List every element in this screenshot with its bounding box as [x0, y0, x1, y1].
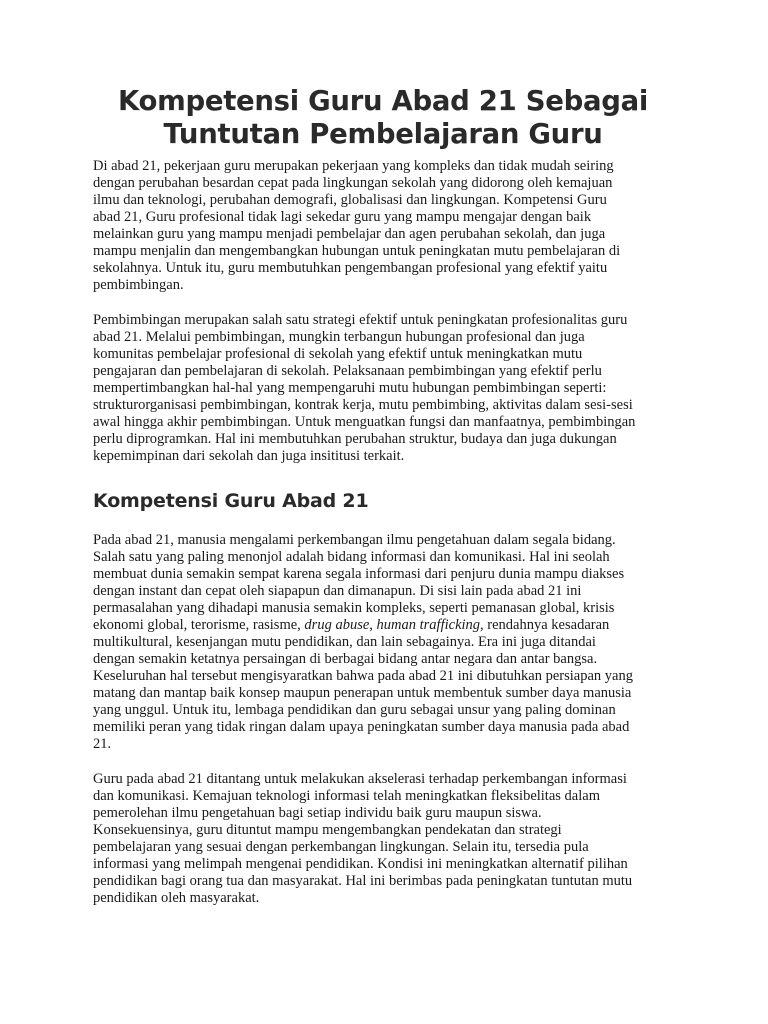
- text-line: membuat dunia semakin sempat karena segala informasi dari penjuru dunia mampu diakses: [93, 566, 625, 582]
- title-line: Tuntutan Pembelajaran Guru: [163, 118, 603, 150]
- text-line: dengan perubahan besardan cepat pada lingkungan sekolah yang didorong oleh kemajuan: [93, 175, 613, 191]
- text-line: Pada abad 21, manusia mengalami perkembangan ilmu pengetahuan dalam segala bidang.: [93, 532, 616, 548]
- text-line: dengan semakin ketatnya persaingan di berbagai bidang antar negara dan antar bangsa.: [93, 651, 598, 667]
- paragraph-2: [93, 312, 673, 465]
- italic-term: human trafficking: [376, 617, 481, 633]
- text-line: melainkan guru yang mampu menjadi pembelajar dan agen perubahan sekolah, dan juga: [93, 226, 606, 242]
- document-page: [93, 85, 673, 907]
- title-line: Kompetensi Guru Abad 21 Sebagai: [117, 85, 648, 117]
- text-line: Konsekuensinya, guru dituntut mampu mengembangkan pendekatan dan strategi: [93, 822, 562, 838]
- text-line: multikultural, kesenjangan mutu pendidikan, dan lain sebagainya. Era ini juga ditandai: [93, 634, 596, 650]
- section-heading: Kompetensi Guru Abad 21: [93, 490, 369, 512]
- text-line: dan komunikasi. Kemajuan teknologi informasi telah meningkatkan fleksibelitas dalam: [93, 788, 600, 804]
- text-line: Salah satu yang paling menonjol adalah bidang informasi dan komunikasi. Hal ini seolah: [93, 549, 610, 565]
- text-line: ilmu dan teknologi, perubahan demografi, globalisasi dan lingkungan. Kompetensi Guru: [93, 192, 607, 208]
- text-line: Pembimbingan merupakan salah satu strategi efektif untuk peningkatan profesionalitas guru: [93, 312, 628, 328]
- text-line: 21.: [93, 736, 112, 752]
- paragraph-1: [93, 158, 673, 294]
- text-line: sekolahnya. Untuk itu, guru membutuhkan pengembangan profesional yang efektif yaitu: [93, 260, 608, 276]
- text-line: awal hingga akhir pembimbingan. Untuk menguatkan fungsi dan manfaatnya, pembimbingan: [93, 414, 636, 430]
- text-line: pendidikan bagi orang tua dan masyarakat. Hal ini berimbas pada peningkatan tuntutan mutu: [93, 873, 633, 889]
- text-line-mixed: [93, 617, 673, 634]
- text-line: dengan instant dan cepat oleh siapapun dan dimanapun. Di sisi lain pada abad 21 ini: [93, 583, 582, 599]
- text-line: komunitas pembelajar profesional di sekolah yang efektif untuk meningkatkan mutu: [93, 346, 583, 362]
- text-run: ,: [369, 617, 377, 633]
- text-line: mempertimbangkan hal-hal yang mempengaruhi mutu hubungan pembimbingan seperti:: [93, 380, 607, 396]
- text-line: Keseluruhan hal tersebut mengisyaratkan bahwa pada abad 21 ini dibutuhkan persiapan yang: [93, 668, 633, 684]
- text-line: abad 21, Guru profesional tidak lagi sekedar guru yang mampu mengajar dengan baik: [93, 209, 592, 225]
- page-title: [93, 85, 673, 151]
- paragraph-3: [93, 532, 673, 753]
- text-line: Di abad 21, pekerjaan guru merupakan pekerjaan yang kompleks dan tidak mudah seiring: [93, 158, 614, 174]
- text-run: , rendahnya kesadaran: [480, 617, 610, 633]
- italic-term: drug abuse: [304, 617, 370, 633]
- text-line: strukturorganisasi pembimbingan, kontrak kerja, mutu pembimbing, aktivitas dalam sesi-sesi: [93, 397, 633, 413]
- text-line: pembimbingan.: [93, 277, 184, 293]
- text-line: mampu menjalin dan mengembangkan hubungan untuk peningkatan mutu pembelajaran di: [93, 243, 621, 259]
- text-line: matang dan mantap baik konsep maupun penerapan untuk membentuk sumber daya manusia: [93, 685, 632, 701]
- text-line: pendidikan oleh masyarakat.: [93, 890, 260, 906]
- text-line: abad 21. Melalui pembimbingan, mungkin terbangun hubungan profesional dan juga: [93, 329, 585, 345]
- text-line: Guru pada abad 21 ditantang untuk melakukan akselerasi terhadap perkembangan informasi: [93, 771, 627, 787]
- text-line: perlu diprogramkan. Hal ini membutuhkan perubahan struktur, budaya dan juga dukungan: [93, 431, 617, 447]
- paragraph-4: [93, 771, 673, 907]
- text-run: ekonomi global, terorisme, rasisme,: [93, 617, 305, 633]
- text-line: yang unggul. Untuk itu, lembaga pendidikan dan guru sebagai unsur yang paling dominan: [93, 702, 616, 718]
- text-line: kepemimpinan dari sekolah dan juga insititusi terkait.: [93, 448, 405, 464]
- text-line: informasi yang melimpah mengenai pendidikan. Kondisi ini meningkatkan alternatif pilihan: [93, 856, 628, 872]
- text-line: memiliki peran yang tidak ringan dalam upaya peningkatan sumber daya manusia pada abad: [93, 719, 630, 735]
- text-line: pemerolehan ilmu pengetahuan bagi setiap individu baik guru maupun siswa.: [93, 805, 542, 821]
- text-line: permasalahan yang dihadapi manusia semakin kompleks, seperti pemanasan global, krisis: [93, 600, 615, 616]
- text-line: pengajaran dan pembelajaran di sekolah. Pelaksanaan pembimbingan yang efektif perlu: [93, 363, 602, 379]
- text-line: pembelajaran yang sesuai dengan perkembangan lingkungan. Selain itu, tersedia pula: [93, 839, 589, 855]
